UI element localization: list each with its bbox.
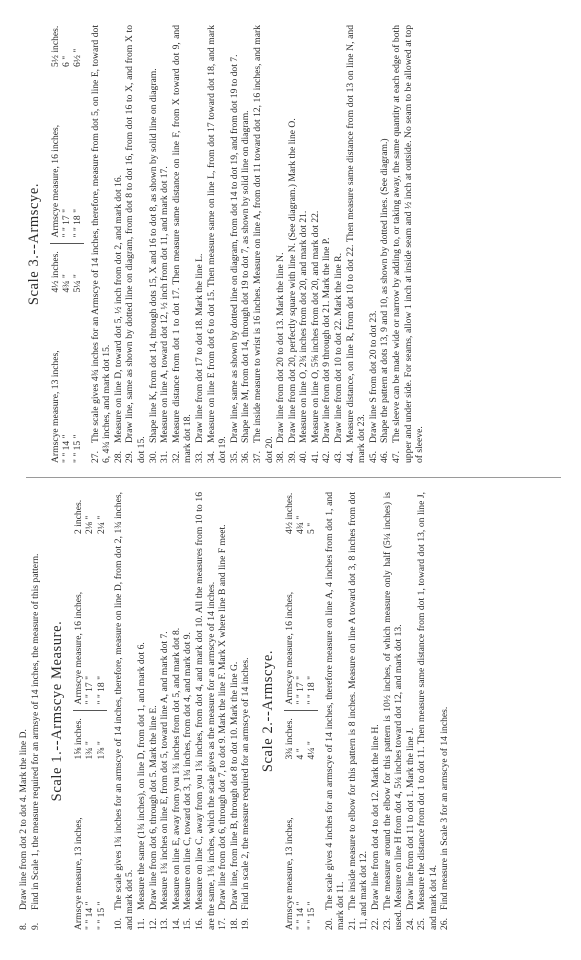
- list-item: 44.Measure distance, on line R, from dot 10 to dot 22. Then measure same distance from dot 13 on line N, and mark dot 23.: [344, 25, 368, 463]
- list-item: 28.Measure on line D, toward dot 5, ½ inch from dot 2, and mark dot 16.: [112, 174, 124, 463]
- scale3-table: [50, 25, 84, 463]
- list-item: 13.Measure 1¾ inches on line E, from dot 5, toward line A, and mark dot 7.: [159, 631, 171, 930]
- table-row: Armscye measure, 13 inches, 3¾ inches.: [283, 718, 295, 930]
- list-item: 25.Measure the distance from dot 1 to dot 11. Then measure same distance from dot 1, toward dot 13, on line J, and mark dot 14.: [416, 492, 439, 930]
- scale3-title: Scale 3.--Armscye.: [26, 182, 42, 306]
- scale2-title: Scale 2.--Armscye.: [259, 649, 276, 773]
- list-item: 27.The scale gives 4¾ inches for an Armscye of 14 inches, therefore, measure from dot 5, on line E, toward dot 6, 4¾ inches, and mark dot 15.: [89, 25, 113, 463]
- table-row: " " 17 " 4¾ ": [295, 515, 307, 705]
- list-item: 38.Draw line from dot 20 to dot 13. Mark the line N.: [275, 252, 287, 463]
- table-row: " " 14 " 4 ": [295, 748, 307, 930]
- list-item: 17.Draw line from dot 6, through dot 7, to dot 9. Mark the line F. Mark X where line B and line F meet.: [217, 524, 229, 930]
- list-item: 34.Measure on line E from dot 6 to dot 15. Then measure same on line L, from dot 17 toward dot 18, and mark dot 19.: [205, 25, 229, 463]
- list-item: 46.Shape the pattern at dots 13, 9 and 10, as shown by dotted lines. (See diagram.): [379, 138, 391, 463]
- list-item: 30.Shape line K, from dot 14, through dots 15, X and 16 to dot 8, as shown by solid line on diagram.: [147, 68, 159, 463]
- scale3-items: [90, 25, 426, 463]
- list-item: 32.Measure distance from dot 1 to dot 17. Then measure same distance on line F, from X toward dot 9, and mark dot 18.: [170, 25, 194, 463]
- list-item: 47.The sleeve can be made wide or narrow by adding to, or taking away, the same quantity at each edge of both upper and under side. For seams, allow 1 inch at inside seam and ½ inch at outside. No seam to be allowed at top of sleeve.: [391, 25, 426, 463]
- table-row: " " 15 " 5¼ ": [72, 274, 84, 463]
- table-row: " " 14 " 1¾ ": [84, 741, 96, 930]
- list-item: 11.Measure the same (1¾ inches), on line D, from dot 1, and mark dot 6.: [135, 642, 147, 930]
- list-item: 16.Measure on line C, away from you 1¾ inches, from dot 4, and mark dot 10. All the measures from 10 to 16 are the same, 1¾ inches, which the scale gives as the measure for an armscye of 14 inches.: [193, 492, 217, 930]
- list-item: 29.Draw line, same as shown by dotted line on diagram, from dot 8 to dot 16, from dot 16 to X, and from X to dot 15.: [124, 25, 147, 463]
- list-item: 26.Find measure in Scale 3 for an armscye of 14 inches.: [439, 706, 451, 930]
- list-item: 31.Measure on line A, toward dot 12, ½ inch from dot 11, and mark dot 17.: [159, 166, 171, 463]
- table-row: Armscye measure, 16 inches, 4½ inches.: [283, 492, 295, 705]
- list-item: 14.Measure on line E, away from you 1¾ inches from dot 5, and mark dot 8.: [170, 627, 182, 930]
- column-divider: [26, 477, 561, 478]
- table-row: Armscye measure, 13 inches, 4½ inches.: [50, 251, 61, 463]
- list-item: 37.The inside measure to wrist is 16 inches. Measure on line A, from dot 11 toward dot 12, 16 inches, and mark dot 20.: [251, 25, 275, 463]
- list-item: 39.Draw line from dot 20, perfectly square with line N. (See diagram.) Mark the line O.: [286, 118, 298, 463]
- right-column: [18, 25, 567, 477]
- scale1-items: [113, 492, 252, 930]
- table-row: " " 15 " 4¼ ": [306, 741, 318, 930]
- list-item: 43.Draw line from dot 10 to dot 22. Mark the line R.: [333, 253, 345, 463]
- list-item: 12.Draw line from dot 6, through dot 5. Mark the line E.: [147, 705, 159, 930]
- table-row: Armscye measure, 13 inches, 1⅝ inches.: [73, 718, 85, 930]
- list-item: 23.The measure around the elbow for this pattern is 10½ inches, of which measure only half (5¼ inches) is used. Measure on line H from dot 4, 5¼ inches toward dot 12, and mark dot 13.: [381, 492, 405, 930]
- table-row: " " 15 " 1⅞ ": [95, 741, 107, 930]
- list-item: 20.The scale gives 4 inches for an armscye of 14 inches, therefore measure on line A, 4 inches from dot 1, and mark dot 11.: [323, 492, 347, 930]
- table-row: " " 18 " 5 ": [306, 522, 318, 705]
- list-item: 8.Draw line from dot 2 to dot 4. Mark the line D.: [18, 729, 29, 930]
- list-item: 24.Draw line from dot 11 to dot 1. Mark the line J.: [404, 727, 416, 930]
- table-row: " " 18 " 2¼ ": [95, 515, 107, 705]
- list-item: 10.The scale gives 1¾ inches for an armscye of 14 inches, therefore, measure on line D, from dot 2, 1¾ inches, and mark dot 5.: [112, 492, 136, 930]
- scale2-items: [324, 492, 452, 930]
- left-column: [18, 478, 567, 930]
- list-item: 45.Draw line S from dot 20 to dot 23.: [367, 310, 379, 463]
- list-item: 19.Find in scale 2, the measure required for an armscye of 14 inches.: [240, 657, 252, 930]
- list-item: 21.The inside measure to elbow for this pattern is 8 inches. Measure on line A toward dot 3, 8 inches from dot 11, and mark dot 12.: [346, 492, 370, 930]
- scale1-table: [73, 492, 107, 930]
- scale2-table: [284, 492, 318, 930]
- intro-items: [18, 492, 41, 930]
- list-item: 9.Find in Scale 1, the measure required for an armsye of 14 inches, the measure of this pattern.: [29, 553, 41, 930]
- list-item: 22.Draw line from dot 4 to dot 12. Mark the line H.: [369, 724, 381, 930]
- list-item: 15.Measure on line C, toward dot 3, 1¾ inches, from dot 4, and mark dot 9.: [182, 632, 194, 930]
- table-row: Armscye measure, 16 inches, 2 inches.: [73, 499, 85, 705]
- list-item: 36.Shape line M, from dot 14, through dot 19 to dot 7, as shown by solid line on diagram.: [240, 110, 252, 463]
- table-row: " " 14 " 4¾ ": [61, 274, 73, 463]
- list-item: 41.Measure on line O, 5⅝ inches from dot 20, and mark dot 22.: [309, 210, 321, 463]
- scale1-title: Scale 1.--Armscye Measure.: [49, 620, 66, 802]
- list-item: 40.Measure on line O, 2¾ inches from dot 20, and mark dot 21.: [298, 210, 310, 463]
- table-row: " " 18 " 6½ ": [72, 48, 84, 238]
- list-item: 18.Draw line, from line B, through dot 8 to dot 10. Mark the line G.: [228, 661, 240, 930]
- list-item: 35.Draw line, same as shown by dotted line on diagram, from dot 14 to dot 19, and from dot 19 to dot 7.: [228, 54, 240, 463]
- table-row: " " 17 " 2⅛ ": [84, 515, 96, 705]
- list-item: 42.Draw line from dot 9 through dot 21. Mark the line P.: [321, 237, 333, 463]
- table-row: " " 17 " 6 ": [61, 55, 73, 238]
- list-item: 33.Draw line from dot 17 to dot 18. Mark the line L.: [193, 253, 205, 463]
- table-row: Armscye measure, 16 inches, 5½ inches.: [50, 25, 61, 238]
